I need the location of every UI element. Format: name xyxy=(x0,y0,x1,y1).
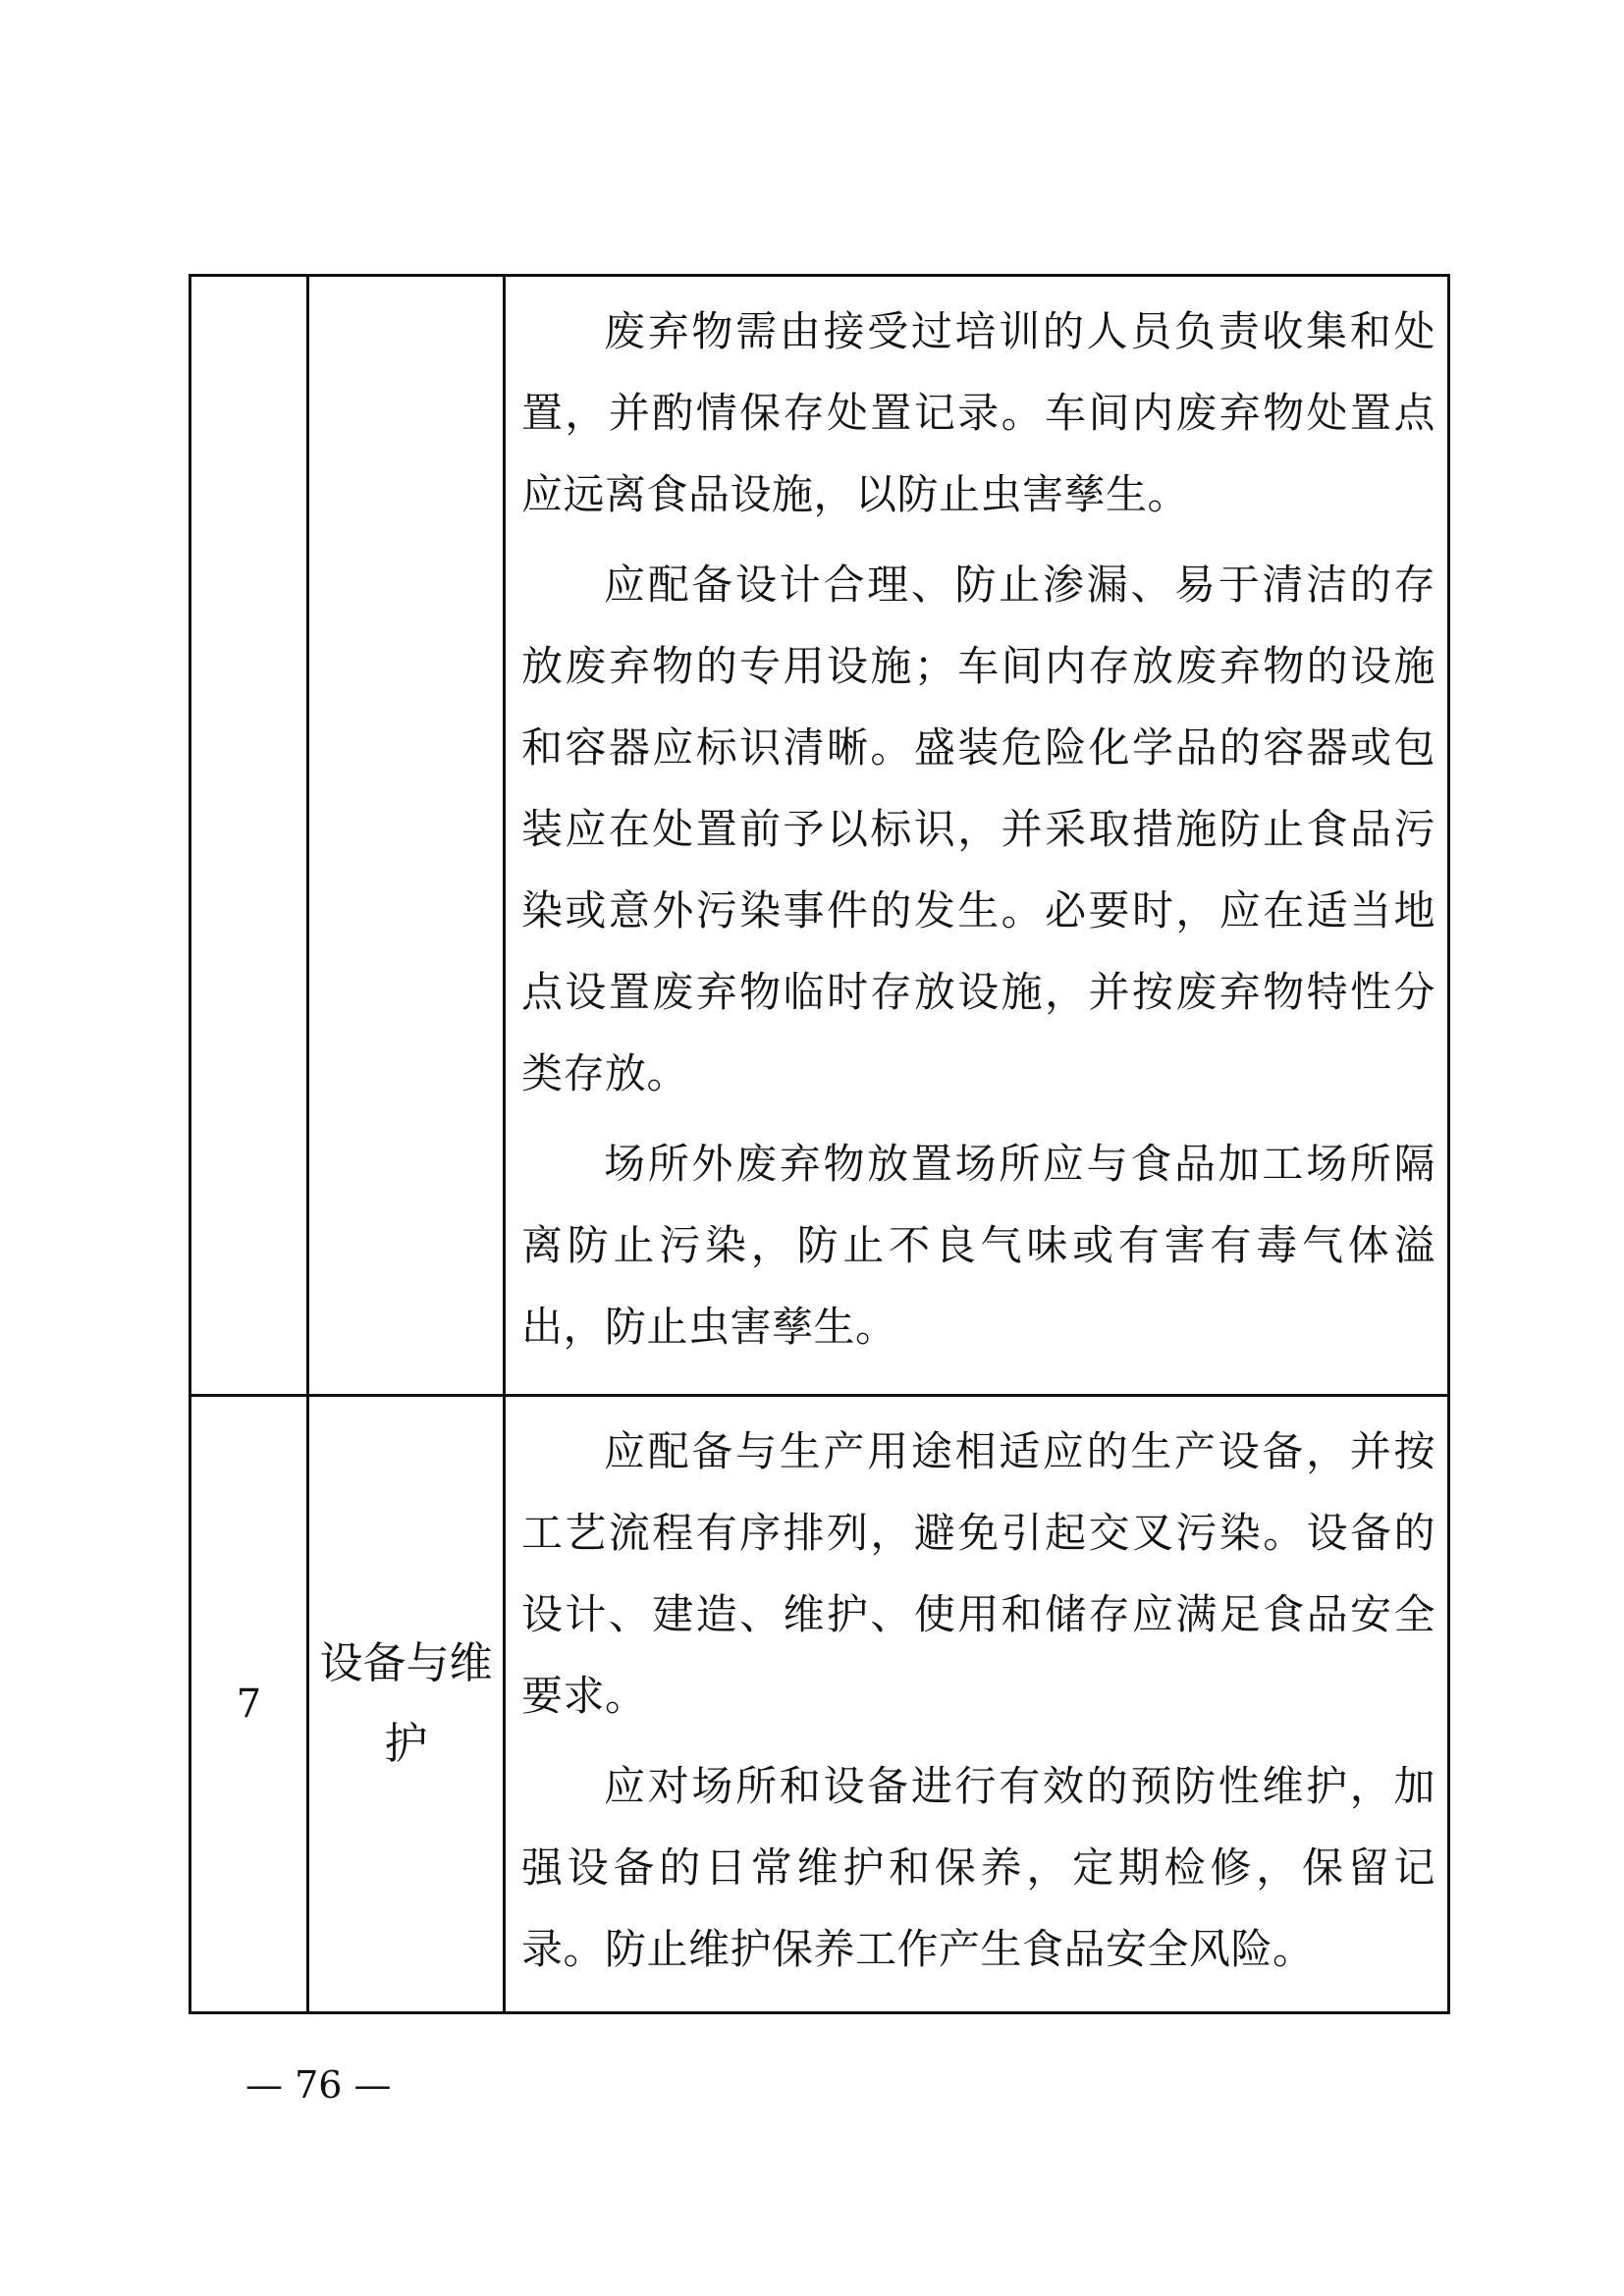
row-content xyxy=(505,276,1449,1396)
row-title xyxy=(308,276,505,1396)
table-row xyxy=(190,1396,1449,2013)
row-content xyxy=(505,1396,1449,2013)
row-number: 7 xyxy=(190,1396,308,2013)
content-paragraph: 废弃物需由接受过培训的人员负责收集和处置，并酌情保存处置记录。车间内废弃物处置点应远离食品设施，以防止虫害孳生。 xyxy=(521,307,1435,518)
row-title: 设备与维护 xyxy=(308,1396,505,2013)
page-number: — 76 — xyxy=(245,2063,392,2107)
content-paragraph: 应配备设计合理、防止渗漏、易于清洁的存放废弃物的专用设施；车间内存放废弃物的设施和容器应标识清晰。盛装危险化学品的容器或包装应在处置前予以标识，并采取措施防止食品污染或意外污染事件的发生。必要时，应在适当地点设置废弃物临时存放设施，并按废弃物特性分类存放。 xyxy=(521,561,1435,1097)
row-number xyxy=(190,276,308,1396)
content-paragraph: 应配备与生产用途相适应的生产设备，并按工艺流程有序排列，避免引起交叉污染。设备的设计、建造、维护、使用和储存应满足食品安全要求。 xyxy=(521,1427,1435,1720)
table-row xyxy=(190,276,1449,1396)
requirements-table xyxy=(189,274,1450,2014)
content-paragraph: 场所外废弃物放置场所应与食品加工场所隔离防止污染，防止不良气味或有害有毒气体溢出，防止虫害孳生。 xyxy=(521,1140,1435,1351)
content-paragraph: 应对场所和设备进行有效的预防性维护，加强设备的日常维护和保养，定期检修，保留记录。防止维护保养工作产生食品安全风险。 xyxy=(521,1762,1435,1973)
